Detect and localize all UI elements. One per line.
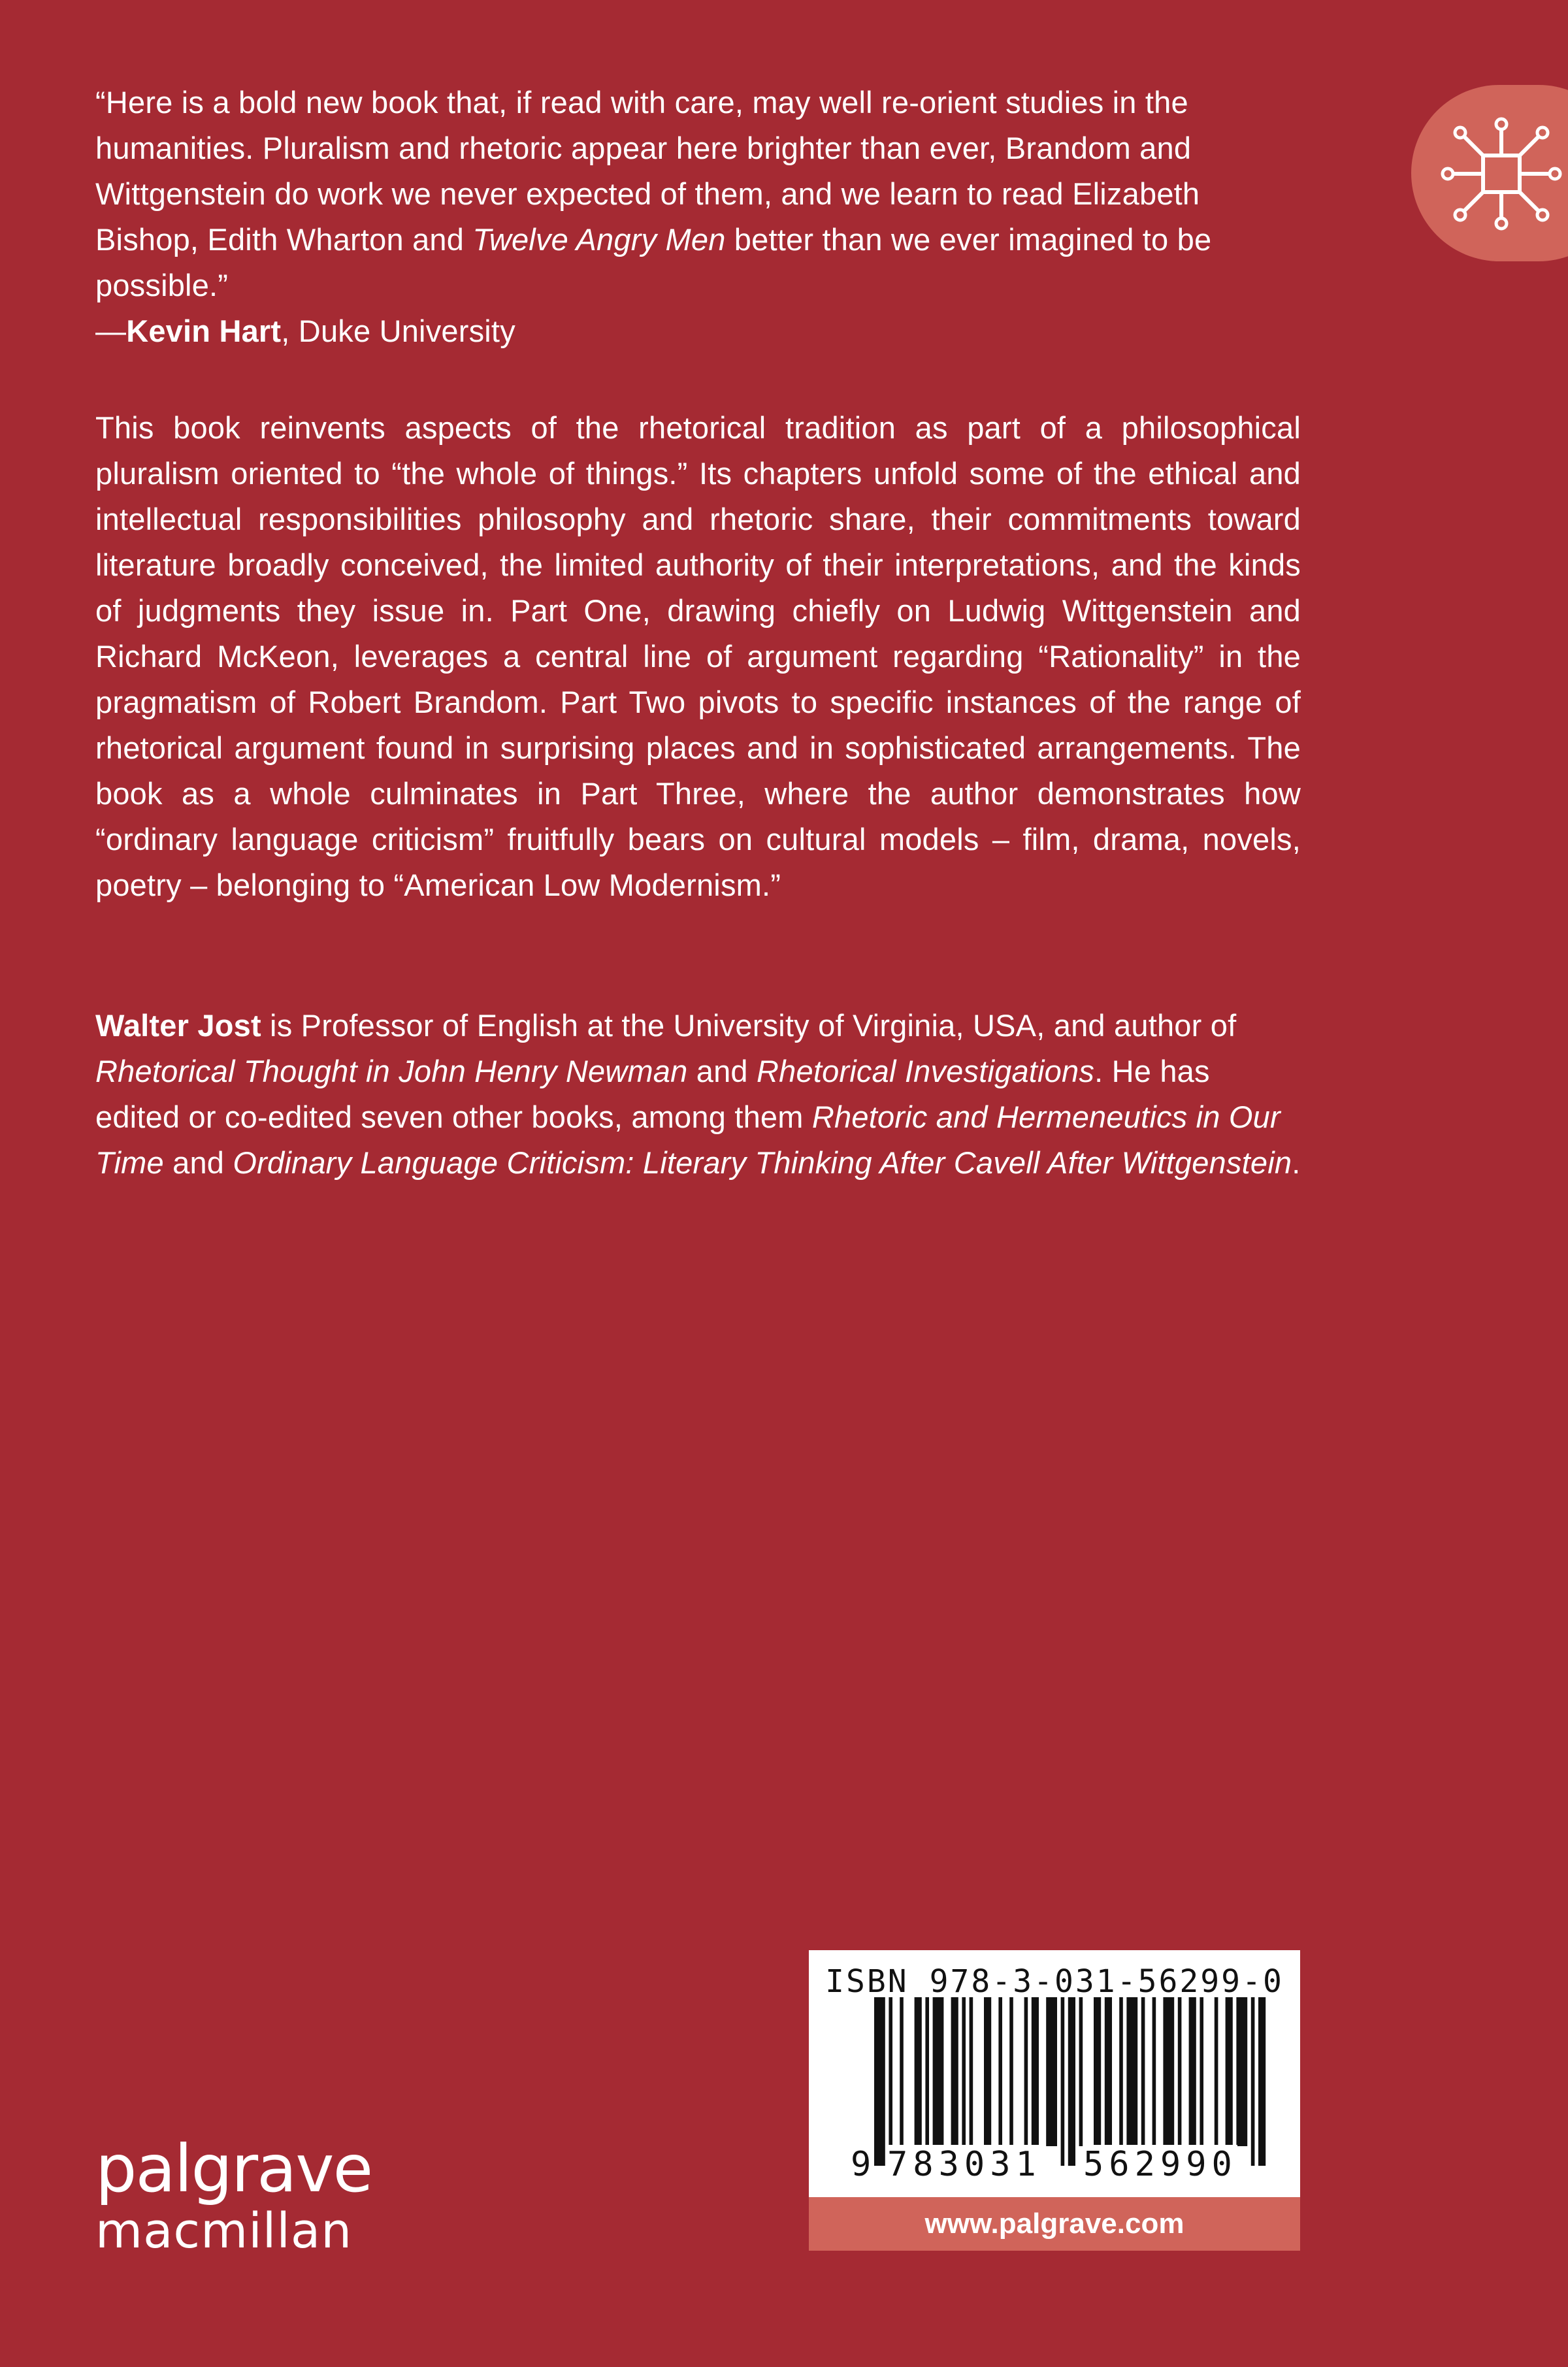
attribution-dash: — [95,314,127,348]
network-node-icon-graphic [1436,116,1567,234]
barcode-bar [1200,1997,1203,2146]
barcode-bar [889,1997,892,2146]
barcode-bar [1226,1997,1233,2146]
author-name: Walter Jost [95,1008,261,1043]
quote-part1: “Here is a bold new book that, if read with care, may well re-orient studies in the humanities. Pluralism and rhetoric appear here brighter than ever, Brandom and Wittgenstein do work we never expected of them, and we learn to read Elizabeth Bishop, Edith Wharton and [95,85,1200,257]
quote-italic-title: Twelve Angry Men [472,222,726,257]
barcode-bar [1079,1997,1083,2146]
barcode-bar [1119,1997,1123,2146]
bio-text-2: and [687,1054,757,1088]
barcode-bar [874,1997,885,2166]
barcode-bar [1215,1997,1218,2146]
publisher-logo [95,2130,372,2259]
barcode-bar [925,1997,929,2146]
publisher-logo-line2: macmillan [95,2203,353,2259]
barcode-bar [970,1997,973,2146]
bio-book-4: Ordinary Language Criticism: Literary Thinking After Cavell After Wittgenstein [233,1145,1292,1180]
barcode-digit-first: 9 [851,2145,872,2184]
description-text: This book reinvents aspects of the rhetorical tradition as part of a philosophical pluralism oriented to “the whole of things.” Its chapters unfold some of the ethical and intellectual responsibilities philosophy and rhetoric share, their commitments toward literature broadly conceived, the limited authority of their interpretations, and the kinds of judgments they issue in. Part One, drawing chiefly on Ludwig Wittgenstein and Richard McKeon, leverages a central line of argument regarding “Rationality” in the pragmatism of Robert Brandom. Part Two pivots to specific instances of the range of rhetorical argument found in surprising places and in sophisticated arrangements. The book as a whole culminates in Part Three, where the author demonstrates how “ordinary language criticism” fruitfully bears on cultural models – film, drama, novels, poetry – belonging to “American Low Modernism.” [95,410,1301,902]
endorsement-quote [95,80,1301,354]
barcode-bar [1105,1997,1112,2146]
bio-text-1: is Professor of English at the University of Virginia, USA, and author of [261,1008,1237,1043]
barcode-bar [984,1997,991,2146]
barcode-digits-right: 562990 [1083,2145,1237,2184]
bio-text-4: and [163,1145,233,1180]
bio-book-2: Rhetorical Investigations [757,1054,1095,1088]
barcode-bar [962,1997,966,2146]
barcode-bar [933,1997,944,2146]
barcode-bar [951,1997,958,2146]
quote-text [95,80,1301,308]
author-bio [95,1003,1301,1186]
barcode-bar [1009,1997,1013,2146]
barcode-bar [915,1997,922,2146]
barcode-bar [900,1997,904,2146]
quote-attribution [95,308,1301,354]
barcode-bar [1141,1997,1145,2146]
barcode-bar [1032,1997,1039,2146]
isbn-label: ISBN 978-3-031-56299-0 [825,1963,1284,2000]
attribution-name: Kevin Hart [126,314,282,348]
quote-part2: better than we ever imagined to be possible.” [95,222,1212,302]
barcode-bar [1126,1997,1137,2146]
barcode-bar [1152,1997,1156,2146]
barcode-bar [1236,1997,1247,2146]
publisher-logo-line1: palgrave [95,2130,372,2207]
attribution-affiliation: , Duke University [281,314,515,348]
barcode-bar [1024,1997,1028,2146]
barcode-bar [1046,1997,1057,2146]
book-description [95,405,1301,908]
barcode-bar [1189,1997,1196,2146]
bio-book-1: Rhetorical Thought in John Henry Newman [95,1054,688,1088]
isbn-barcode [809,1950,1300,2197]
barcode-bar [1251,1997,1255,2166]
bio-text-3: . He has edited or co-edited seven other books, among them [95,1054,1210,1134]
barcode-bar [1068,1997,1075,2166]
barcode-digits-left: 783031 [887,2145,1041,2184]
barcode-bar [998,1997,1002,2146]
barcode-bar [1094,1997,1101,2146]
bio-text-5: . [1292,1145,1301,1180]
barcode-bar [1178,1997,1182,2146]
network-node-icon [1411,85,1568,261]
bio-book-3: Rhetoric and Hermeneutics in Our Time [95,1100,1281,1180]
barcode-bar [1061,1997,1065,2166]
barcode-bar [1258,1997,1266,2166]
barcode-bar [1163,1997,1174,2146]
publisher-website: www.palgrave.com [809,2197,1300,2251]
bio-text [95,1003,1301,1186]
